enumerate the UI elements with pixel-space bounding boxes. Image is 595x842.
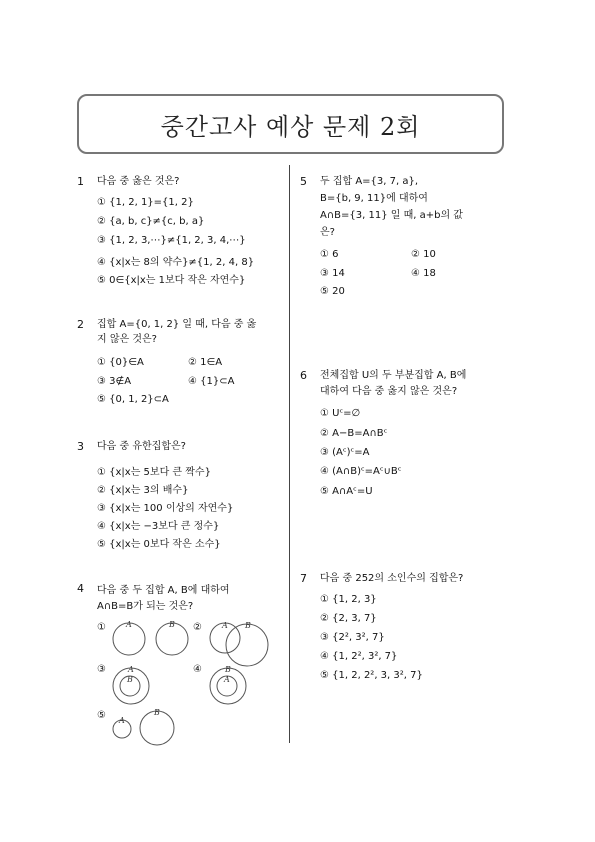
question-text: 다음 중 옳은 것은? [97, 176, 180, 187]
option: ⑤ {0, 1, 2}⊂A [97, 394, 169, 405]
venn-label-b: B [127, 675, 133, 684]
option: ⑤ [97, 710, 106, 721]
option: ① [97, 622, 106, 633]
option: ③ (Aᶜ)ᶜ=A [320, 447, 370, 458]
title-box [77, 94, 504, 154]
option: ③ {x|x는 100 이상의 자연수} [97, 503, 234, 514]
question-text: 전체집합 U의 두 부분집합 A, B에 [320, 370, 467, 381]
question-text: 두 집합 A={3, 7, a}, [320, 176, 419, 187]
option: ① 6 [320, 249, 339, 260]
venn-label-b: B [225, 665, 231, 674]
option: ④ {x|x는 8의 약수}≠{1, 2, 4, 8} [97, 257, 255, 268]
question-text: A∩B={3, 11} 일 때, a+b의 값 [320, 210, 463, 221]
venn-label-a: A [126, 620, 132, 629]
question-text: B={b, 9, 11}에 대하여 [320, 193, 428, 204]
option: ⑤ 0∈{x|x는 1보다 작은 자연수} [97, 275, 246, 286]
option: ⑤ {x|x는 0보다 작은 소수} [97, 539, 221, 550]
option: ② {a, b, c}≠{c, b, a} [97, 216, 205, 227]
option: ⑤ {1, 2, 2², 3, 3², 7} [320, 670, 423, 681]
option: ④ {1, 2², 3², 7} [320, 651, 398, 662]
option: ① {0}∈A [97, 357, 144, 368]
option: ④ (A∩B)ᶜ=Aᶜ∪Bᶜ [320, 466, 402, 477]
question-number: 7 [300, 572, 307, 585]
question-text: A∩B=B가 되는 것은? [97, 601, 194, 612]
venn-diagrams [105, 615, 290, 750]
option: ④ {x|x는 −3보다 큰 정수} [97, 521, 220, 532]
option: ① {x|x는 5보다 큰 짝수} [97, 467, 211, 478]
option: ② A−B=A∩Bᶜ [320, 428, 388, 439]
venn-label-a: A [128, 665, 134, 674]
question-text: 지 않은 것은? [97, 334, 157, 345]
venn-label-b: B [154, 708, 160, 717]
option: ② {x|x는 3의 배수} [97, 485, 189, 496]
option: ④ 18 [411, 268, 436, 279]
page-title: 중간고사 예상 문제 2회 [160, 112, 421, 141]
question-number: 5 [300, 175, 307, 188]
venn-label-b: B [245, 621, 251, 630]
venn-label-a: A [119, 716, 125, 725]
option: ② 1∈A [188, 357, 223, 368]
question-text: 은? [320, 227, 335, 238]
option: ③ {2², 3², 7} [320, 632, 385, 643]
option: ② 10 [411, 249, 436, 260]
option: ② [193, 622, 202, 633]
option: ④ {1}⊂A [188, 376, 235, 387]
question-number: 6 [300, 369, 307, 382]
option: ③ {1, 2, 3,⋯}≠{1, 2, 3, 4,⋯} [97, 235, 246, 246]
venn-circle-b [226, 624, 268, 666]
question-text: 다음 중 유한집합은? [97, 441, 186, 452]
option: ④ [193, 664, 202, 675]
venn-label-a: A [222, 621, 228, 630]
option: ① {1, 2, 1}={1, 2} [97, 197, 194, 208]
question-number: 4 [77, 582, 84, 595]
option: ③ 3∉A [97, 376, 132, 387]
question-text: 대하여 다음 중 옳지 않은 것은? [320, 386, 458, 397]
option: ③ [97, 664, 106, 675]
question-text: 집합 A={0, 1, 2} 일 때, 다음 중 옳 [97, 319, 257, 330]
venn-label-a: A [224, 675, 230, 684]
option: ② {2, 3, 7} [320, 613, 377, 624]
question-number: 2 [77, 318, 84, 331]
option: ① {1, 2, 3} [320, 594, 377, 605]
option: ⑤ A∩Aᶜ=U [320, 486, 373, 497]
option: ① Uᶜ=∅ [320, 408, 361, 419]
question-number: 3 [77, 440, 84, 453]
question-text: 다음 중 두 집합 A, B에 대하여 [97, 585, 230, 596]
question-number: 1 [77, 175, 84, 188]
option: ⑤ 20 [320, 286, 345, 297]
question-text: 다음 중 252의 소인수의 집합은? [320, 573, 464, 584]
venn-label-b: B [169, 620, 175, 629]
option: ③ 14 [320, 268, 345, 279]
